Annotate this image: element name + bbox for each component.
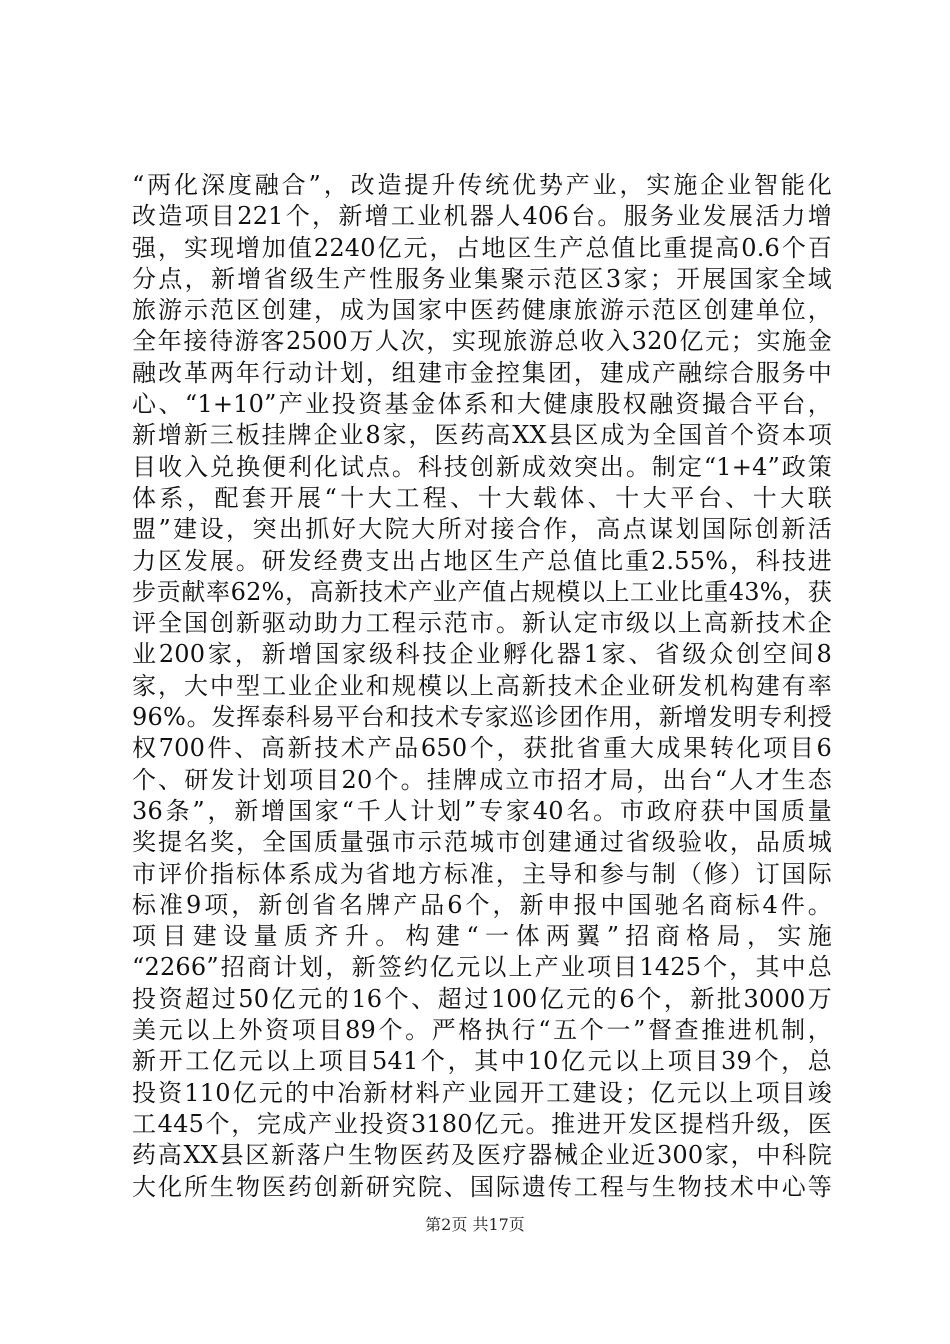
text-line: 盟”建设，突出抓好大院大所对接合作，高点谋划国际创新活 xyxy=(132,515,832,544)
text-line: 目收入兑换便利化试点。科技创新成效突出。制定“1+4”政策 xyxy=(132,452,832,481)
text-line: 奖提名奖，全国质量强市示范城市创建通过省级验收，品质城 xyxy=(132,828,832,857)
text-line: 大化所生物医药创新研究院、国际遗传工程与生物技术中心等 xyxy=(132,1172,832,1201)
text-line: 评全国创新驱动助力工程示范市。新认定市级以上高新技术企 xyxy=(132,609,832,638)
text-line: “2266”招商计划，新签约亿元以上产业项目1425个，其中总 xyxy=(132,953,832,982)
text-line: 36条”，新增国家“千人计划”专家40名。市政府获中国质量 xyxy=(132,796,832,825)
text-line: 体系，配套开展“十大工程、十大载体、十大平台、十大联 xyxy=(132,483,832,512)
text-line: 力区发展。研发经费支出占地区生产总值比重2.55%，科技进 xyxy=(132,546,832,575)
text-line: 市评价指标体系成为省地方标准，主导和参与制（修）订国际 xyxy=(132,859,832,888)
text-line: 96%。发挥泰科易平台和技术专家巡诊团作用，新增发明专利授 xyxy=(132,703,832,732)
text-line: 标准9项，新创省名牌产品6个，新申报中国驰名商标4件。 xyxy=(132,890,832,919)
text-line: 权700件、高新技术产品650个，获批省重大成果转化项目6 xyxy=(132,734,832,763)
text-line: “两化深度融合”，改造提升传统优势产业，实施企业智能化 xyxy=(132,171,832,199)
text-line: 融改革两年行动计划，组建市金控集团，建成产融综合服务中 xyxy=(132,358,832,387)
text-line: 新开工亿元以上项目541个，其中10亿元以上项目39个，总 xyxy=(132,1047,832,1076)
text-line: 全年接待游客2500万人次，实现旅游总收入320亿元；实施金 xyxy=(132,327,832,356)
body-paragraph xyxy=(132,170,832,1203)
page-footer: 第2页 共17页 xyxy=(425,1215,525,1234)
text-line: 药高XX县区新落户生物医药及医疗器械企业近300家，中科院 xyxy=(132,1141,832,1170)
text-line: 项目建设量质齐升。构建“一体两翼”招商格局，实施 xyxy=(132,922,832,951)
text-line: 新增新三板挂牌企业8家，医药高XX县区成为全国首个资本项 xyxy=(132,421,832,450)
text-line: 投资110亿元的中冶新材料产业园开工建设；亿元以上项目竣 xyxy=(132,1078,832,1107)
text-line: 美元以上外资项目89个。严格执行“五个一”督查推进机制， xyxy=(132,1016,832,1045)
text-line: 投资超过50亿元的16个、超过100亿元的6个，新批3000万 xyxy=(132,984,832,1013)
text-line: 改造项目221个，新增工业机器人406台。服务业发展活力增 xyxy=(132,202,832,231)
text-line: 心、“1+10”产业投资基金体系和大健康股权融资撮合平台， xyxy=(132,390,832,419)
text-line: 旅游示范区创建，成为国家中医药健康旅游示范区创建单位， xyxy=(132,296,832,325)
text-line: 家，大中型工业企业和规模以上高新技术企业研发机构建有率 xyxy=(132,671,832,700)
text-line: 强，实现增加值2240亿元，占地区生产总值比重提高0.6个百 xyxy=(132,233,832,262)
text-line: 业200家，新增国家级科技企业孵化器1家、省级众创空间8 xyxy=(132,640,832,669)
text-line: 步贡献率62%，高新技术产业产值占规模以上工业比重43%，获 xyxy=(132,577,832,606)
text-line: 个、研发计划项目20个。挂牌成立市招才局，出台“人才生态 xyxy=(132,765,832,794)
text-line: 工445个，完成产业投资3180亿元。推进开发区提档升级，医 xyxy=(132,1109,832,1138)
text-line: 分点，新增省级生产性服务业集聚示范区3家；开展国家全域 xyxy=(132,264,832,293)
